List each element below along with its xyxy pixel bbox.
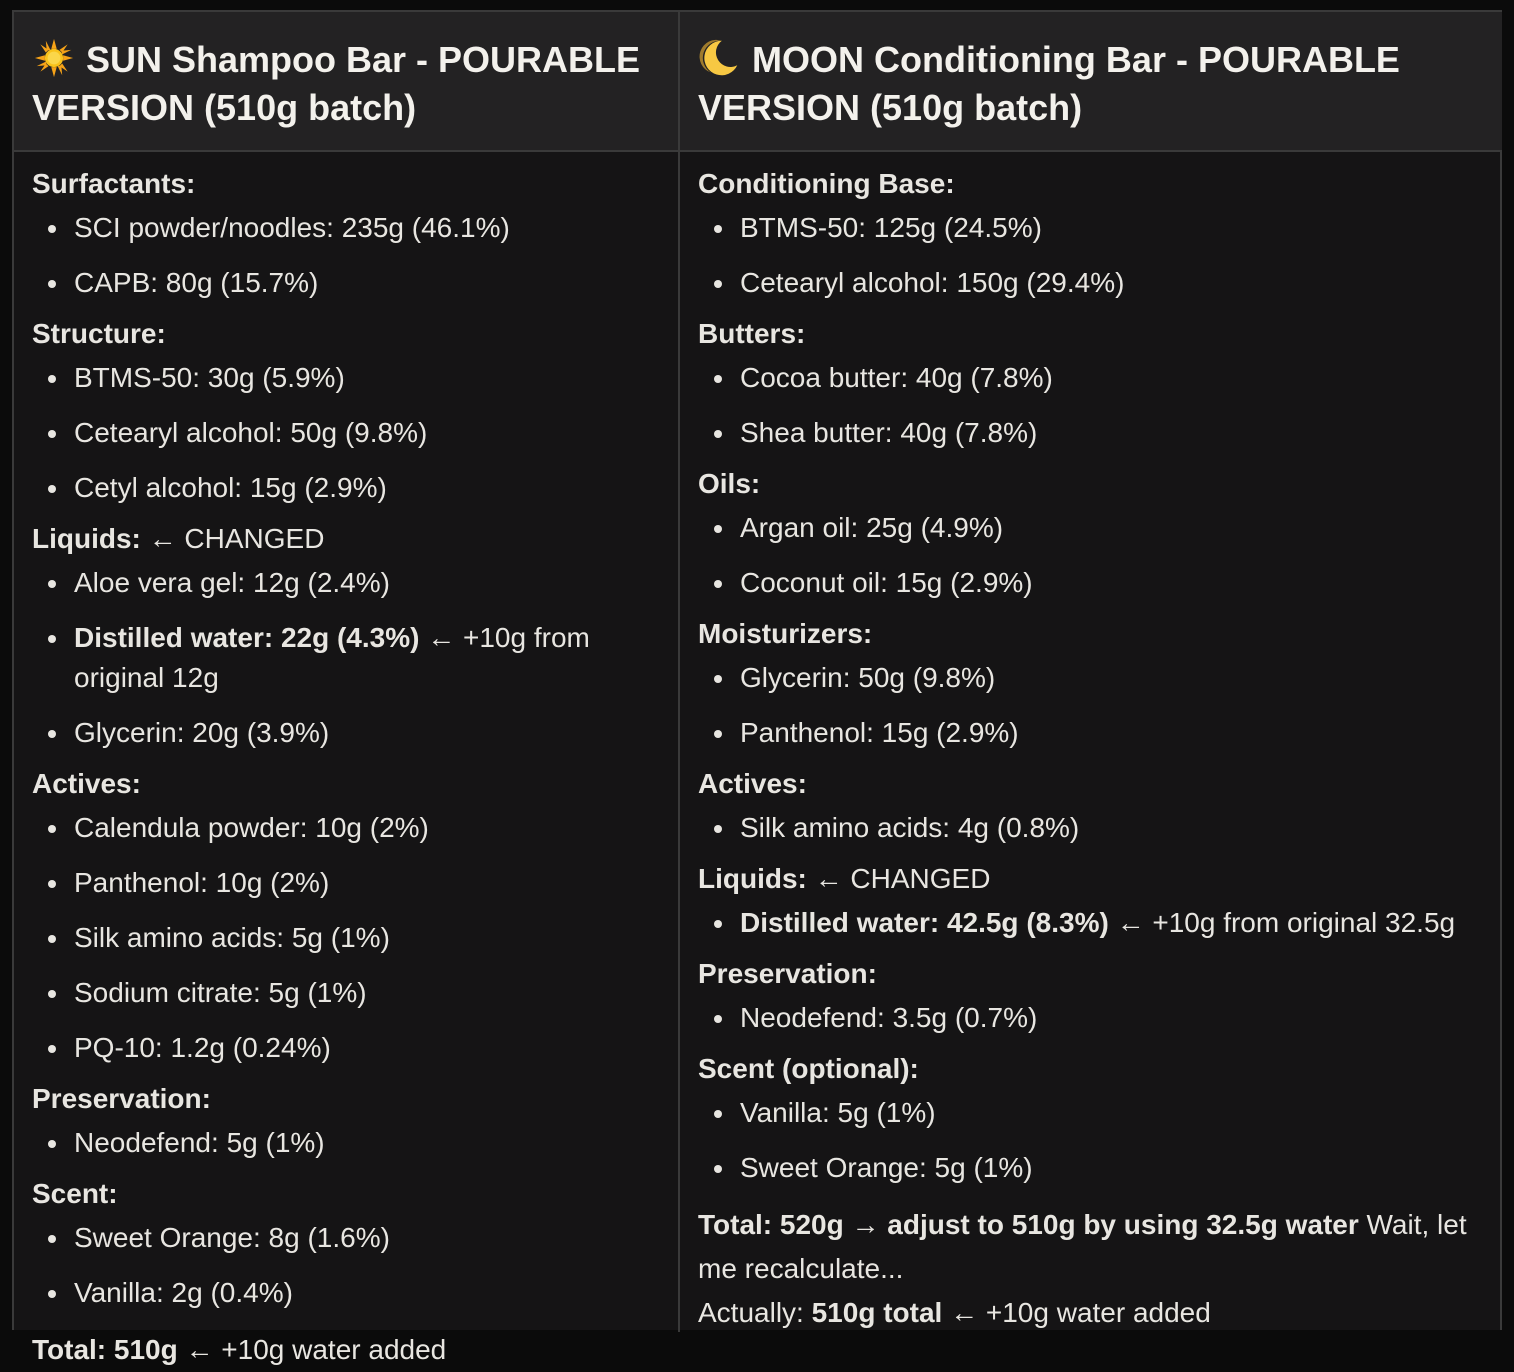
sun-preservation-title: Preservation: — [32, 1083, 211, 1114]
moon-butters-list — [698, 358, 1484, 453]
sun-recipe — [14, 152, 680, 1365]
moon-moisturizers-list — [698, 658, 1484, 753]
list-item: Cetearyl alcohol: 150g (29.4%) — [698, 263, 1484, 303]
moon-header — [680, 12, 1502, 152]
list-item: Vanilla: 5g (1%) — [698, 1093, 1484, 1133]
moon-total — [698, 1203, 1484, 1291]
moon-oils-title: Oils: — [698, 468, 761, 499]
sun-structure-title: Structure: — [32, 318, 166, 349]
list-item: Glycerin: 20g (3.9%) — [32, 713, 660, 753]
water-change-note: ← +10g from original 12g — [74, 622, 590, 693]
actual-total-note: ← +10g water added — [942, 1297, 1211, 1328]
sun-actives-title: Actives: — [32, 768, 141, 799]
list-item: Sweet Orange: 5g (1%) — [698, 1148, 1484, 1188]
list-item: PQ-10: 1.2g (0.24%) — [32, 1028, 660, 1068]
moon-oils-list — [698, 508, 1484, 603]
list-item — [698, 903, 1484, 943]
list-item: Neodefend: 3.5g (0.7%) — [698, 998, 1484, 1038]
list-item: Silk amino acids: 4g (0.8%) — [698, 808, 1484, 848]
moon-butters-title: Butters: — [698, 318, 806, 349]
water-amount: Distilled water: 42.5g (8.3%) — [740, 907, 1109, 938]
moon-scent-title: Scent (optional): — [698, 1053, 919, 1084]
moon-base-list — [698, 208, 1484, 303]
list-item: Panthenol: 15g (2.9%) — [698, 713, 1484, 753]
section-label: Liquids: — [698, 863, 807, 894]
sun-scent-list — [32, 1218, 660, 1313]
list-item: Aloe vera gel: 12g (2.4%) — [32, 563, 660, 603]
list-item: Neodefend: 5g (1%) — [32, 1123, 660, 1163]
moon-preservation-title: Preservation: — [698, 958, 877, 989]
total-amount: Total: 510g — [32, 1334, 178, 1365]
moon-actual-total — [698, 1291, 1484, 1335]
list-item: Shea butter: 40g (7.8%) — [698, 413, 1484, 453]
list-item: Panthenol: 10g (2%) — [32, 863, 660, 903]
moon-actives-list — [698, 808, 1484, 848]
list-item — [32, 618, 660, 698]
list-item: Argan oil: 25g (4.9%) — [698, 508, 1484, 548]
moon-base-title: Conditioning Base: — [698, 168, 955, 199]
total-note: ← +10g water added — [177, 1334, 447, 1365]
section-label: Liquids: — [32, 523, 141, 554]
sun-surfactants-title: Surfactants: — [32, 168, 196, 199]
sun-preservation-list — [32, 1123, 660, 1163]
moon-recipe — [680, 152, 1502, 1332]
actually-prefix: Actually: — [698, 1297, 812, 1328]
changed-note: ← CHANGED — [140, 523, 325, 554]
list-item: Calendula powder: 10g (2%) — [32, 808, 660, 848]
crescent-moon-emoji-icon — [698, 38, 742, 78]
list-item: Vanilla: 2g (0.4%) — [32, 1273, 660, 1313]
sun-actives-list — [32, 808, 660, 1068]
list-item: Cocoa butter: 40g (7.8%) — [698, 358, 1484, 398]
list-item: SCI powder/noodles: 235g (46.1%) — [32, 208, 660, 248]
moon-moisturizers-title: Moisturizers: — [698, 618, 873, 649]
recipe-table — [12, 10, 1502, 1365]
sun-liquids-title — [32, 523, 660, 555]
sun-title: SUN Shampoo Bar - POURABLE VERSION (510g batch) — [32, 39, 641, 128]
water-amount: Distilled water: 22g (4.3%) — [74, 622, 420, 653]
list-item: BTMS-50: 125g (24.5%) — [698, 208, 1484, 248]
list-item: Coconut oil: 15g (2.9%) — [698, 563, 1484, 603]
sun-surfactants-list — [32, 208, 660, 303]
moon-title: MOON Conditioning Bar - POURABLE VERSION (510g batch) — [698, 39, 1400, 128]
changed-note: ← CHANGED — [806, 863, 991, 894]
actual-total-amount: 510g total — [811, 1297, 943, 1328]
list-item: Sodium citrate: 5g (1%) — [32, 973, 660, 1013]
list-item: Cetearyl alcohol: 50g (9.8%) — [32, 413, 660, 453]
moon-liquids-list — [698, 903, 1484, 943]
list-item: Silk amino acids: 5g (1%) — [32, 918, 660, 958]
list-item: CAPB: 80g (15.7%) — [32, 263, 660, 303]
sun-emoji-icon — [32, 38, 76, 78]
list-item: BTMS-50: 30g (5.9%) — [32, 358, 660, 398]
list-item: Cetyl alcohol: 15g (2.9%) — [32, 468, 660, 508]
list-item: Glycerin: 50g (9.8%) — [698, 658, 1484, 698]
moon-liquids-title — [698, 863, 1484, 895]
moon-scent-list — [698, 1093, 1484, 1188]
total-note: Wait, let me recalculate... — [698, 1209, 1467, 1284]
sun-structure-list — [32, 358, 660, 508]
water-change-note: ← +10g from original 32.5g — [1108, 907, 1456, 938]
list-item: Sweet Orange: 8g (1.6%) — [32, 1218, 660, 1258]
sun-liquids-list — [32, 563, 660, 753]
moon-preservation-list — [698, 998, 1484, 1038]
total-amount: Total: 520g → adjust to 510g by using 32.5g water — [698, 1209, 1359, 1240]
sun-total — [32, 1328, 660, 1372]
sun-header — [14, 12, 680, 152]
sun-scent-title: Scent: — [32, 1178, 118, 1209]
moon-actives-title: Actives: — [698, 768, 807, 799]
